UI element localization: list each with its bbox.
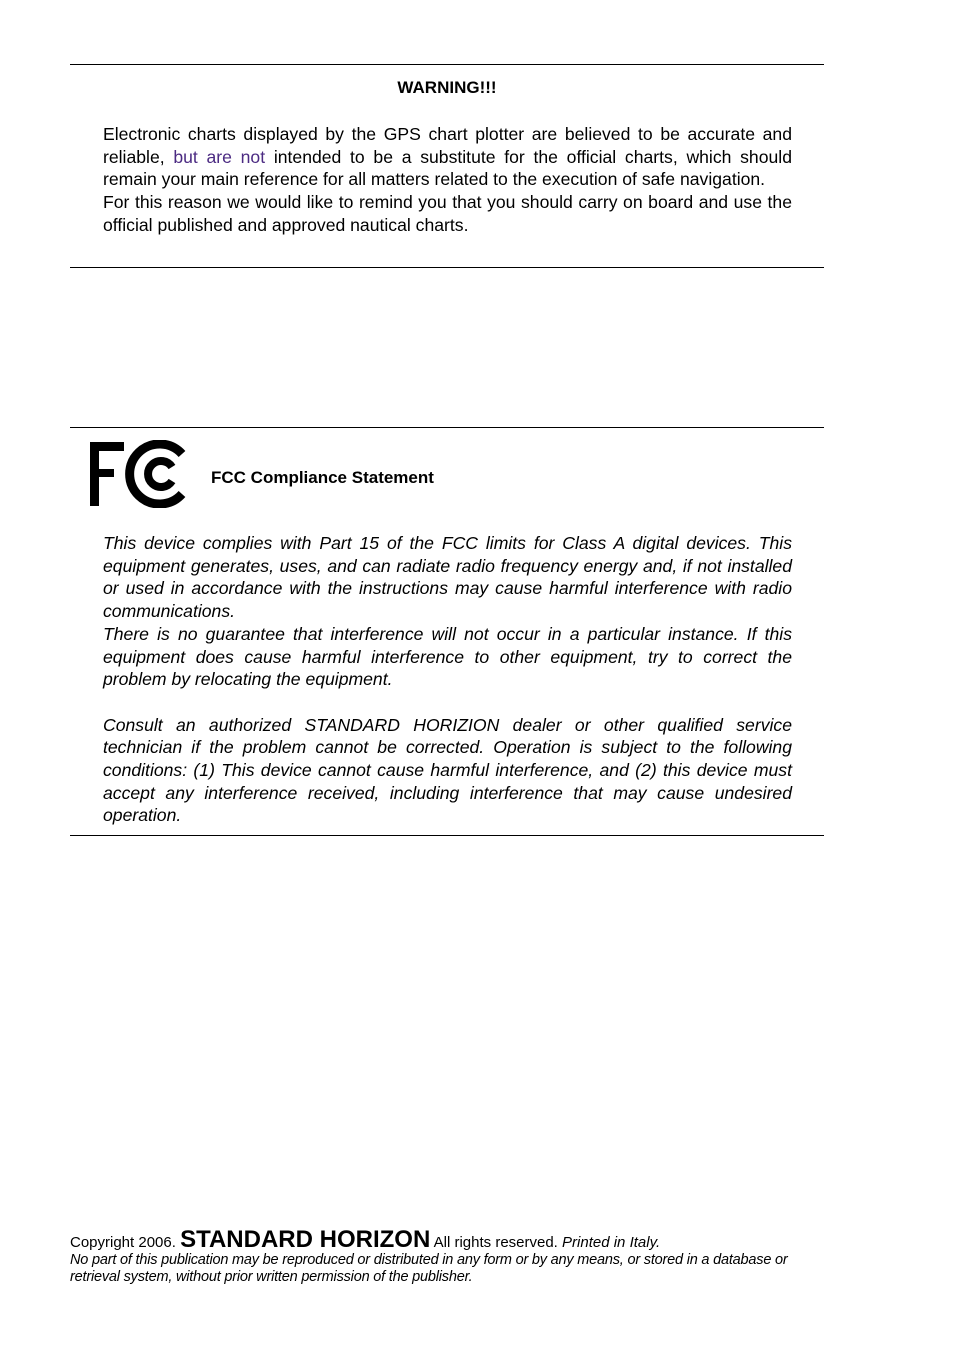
fcc-logo-icon bbox=[88, 440, 188, 508]
copyright-notice: No part of this publication may be reproduced or distributed in any form or by any means, or stored in a database or retrieval system, without prior written permission of the publisher. bbox=[70, 1252, 788, 1285]
warning-text bbox=[103, 123, 792, 237]
warning-top-rule bbox=[70, 64, 824, 65]
fcc-paragraph-3: Consult an authorized STANDARD HORIZION dealer or other qualified service technician if the problem cannot be corrected. Operation is subject to the following conditions: (1) This device cannot cause harmful interference, and (2) this device must accept any interference received, including interference that may cause undesired operation. bbox=[103, 714, 792, 826]
fcc-top-rule bbox=[70, 427, 824, 428]
fcc-bottom-rule bbox=[70, 835, 824, 836]
warning-bottom-rule bbox=[70, 267, 824, 268]
warning-title: WARNING!!! bbox=[397, 78, 497, 97]
copyright-line bbox=[70, 1226, 660, 1254]
fcc-paragraph-2: There is no guarantee that interference will not occur in a particular instance. If this equipment does cause harmful interference to other equipment, try to correct the problem by relocating the equipment. bbox=[103, 623, 792, 690]
warning-text-start: Electronic charts displayed by the GPS chart plotter are believed to be accurate and reliable, bbox=[103, 124, 792, 167]
warning-paragraph-1 bbox=[103, 123, 792, 191]
warning-paragraph-2: For this reason we would like to remind you that you should carry on board and use the official published and approved nautical charts. bbox=[103, 192, 792, 235]
fcc-paragraph-spacer bbox=[103, 691, 792, 714]
warning-text-end: intended to be a substitute for the official charts, which should remain your main reference for all matters related to the execution of safe navigation. bbox=[103, 146, 792, 190]
fcc-text bbox=[103, 532, 792, 827]
rights-text: All rights reserved. bbox=[433, 1234, 558, 1251]
fcc-paragraph-1: This device complies with Part 15 of the FCC limits for Class A digital devices. This equipment generates, uses, and can radiate radio frequency energy and, if not installed or used in accordance with the instructions may cause harmful interference with radio communications. bbox=[103, 533, 792, 622]
copyright-text: Copyright 2006. bbox=[70, 1234, 176, 1251]
fcc-title: FCC Compliance Statement bbox=[211, 468, 434, 487]
printed-text: Printed in Italy. bbox=[562, 1234, 661, 1251]
warning-text-accent: but are not bbox=[173, 146, 266, 167]
brand-name: STANDARD HORIZON bbox=[180, 1226, 431, 1253]
